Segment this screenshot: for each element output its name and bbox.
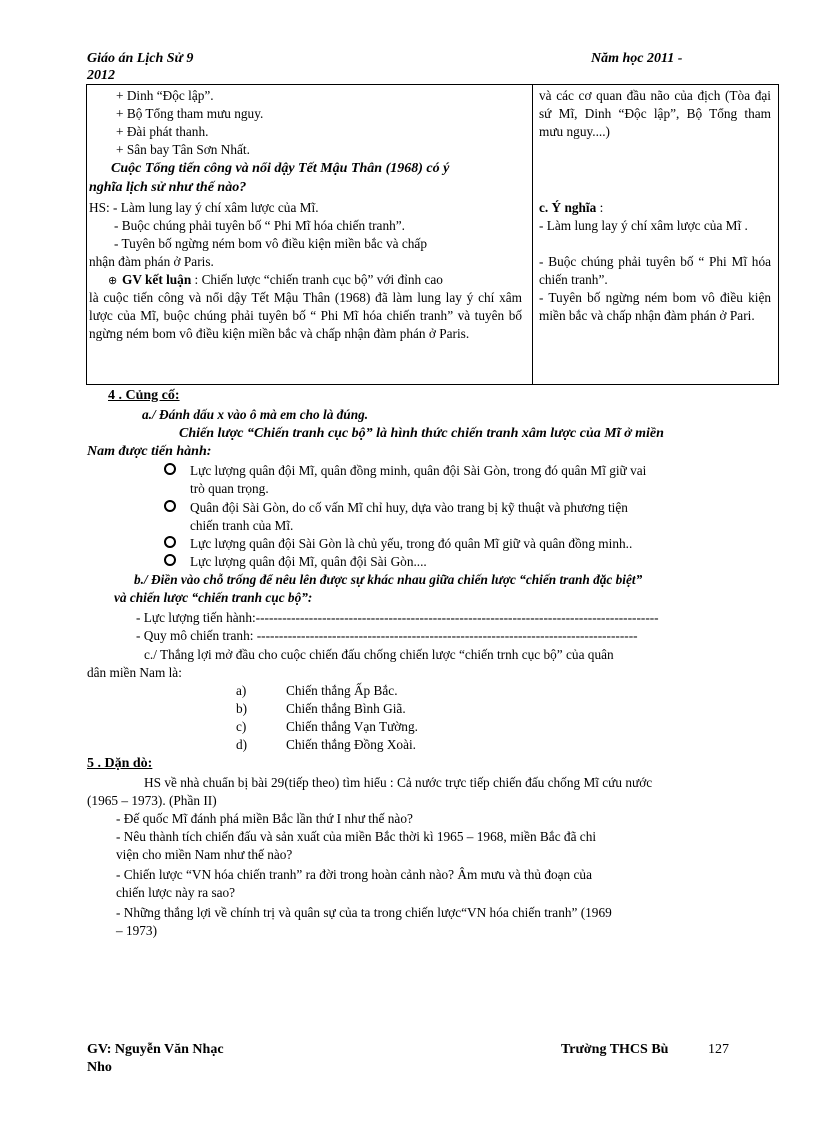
- significance-heading: [539, 199, 603, 217]
- exercise-b-instruction-cont: và chiến lược “chiến tranh cục bộ”:: [114, 590, 313, 605]
- option-2-checkbox[interactable]: [164, 500, 176, 512]
- attack-targets-summary: và các cơ quan đầu não của địch (Tòa đại sứ Mĩ, Dinh “Độc lập”, Bộ Tổng tham mưu nguy....): [539, 88, 771, 139]
- hs-answer: - Buộc chúng phải tuyên bố “ Phi Mĩ hóa chiến tranh”.: [114, 218, 405, 233]
- exercise-b-instruction: b./ Điền vào chỗ trống để nêu lên được sự khác nhau giữa chiến lược “chiến tranh đặc biệt”: [134, 572, 643, 587]
- footer-school: Trường THCS Bù: [561, 1042, 669, 1057]
- choice-text[interactable]: Chiến thắng Bình Giã.: [286, 701, 406, 716]
- option-3-checkbox[interactable]: [164, 536, 176, 548]
- significance-label: c. Ý nghĩa: [539, 200, 597, 215]
- option-text: Lực lượng quân đội Mĩ, quân đồng minh, quân đội Sài Gòn, trong đó quân Mĩ giữ vai: [190, 463, 647, 478]
- significance-question: Cuộc Tổng tiến công và nổi dậy Tết Mậu Thân (1968) có ý: [111, 161, 450, 176]
- table-column-divider: [532, 84, 533, 385]
- homework-question-cont: viện cho miền Nam như thế nào?: [116, 847, 293, 862]
- table-border-bottom: [86, 384, 779, 385]
- bullet-icon: ⊕: [108, 275, 118, 287]
- exercise-a-question: Chiến lược “Chiến tranh cục bộ” là hình thức chiến tranh xâm lược của Mĩ ở miền: [179, 426, 664, 441]
- option-text: Lực lượng quân đội Sài Gòn là chủ yếu, trong đó quân Mĩ giữ và quân đồng minh..: [190, 536, 633, 551]
- significance-item: - Làm lung lay ý chí xâm lược của Mĩ .: [539, 218, 748, 233]
- hs-answer: - Tuyên bố ngừng ném bom vô điều kiện miền bắc và chấp: [114, 236, 427, 251]
- table-border-right: [778, 84, 779, 385]
- target-item: + Đài phát thanh.: [116, 124, 209, 139]
- exercise-a-question-cont: Nam được tiến hành:: [87, 444, 212, 459]
- option-1-checkbox[interactable]: [164, 463, 176, 475]
- hs-answer: HS: - Làm lung lay ý chí xâm lược của Mĩ.: [89, 200, 319, 215]
- significance-item: - Buộc chúng phải tuyên bố “ Phi Mĩ hóa chiến tranh”.: [539, 254, 771, 287]
- gv-conclusion-text: : Chiến lược “chiến tranh cục bộ” với đỉnh cao: [194, 272, 443, 287]
- gv-conclusion-label: GV kết luận: [122, 272, 192, 287]
- table-border-top: [86, 84, 779, 85]
- option-text: Lực lượng quân đội Mĩ, quân đội Sài Gòn....: [190, 554, 427, 569]
- homework-question: - Nêu thành tích chiến đấu và sản xuất của miền Bắc thời kì 1965 – 1968, miền Bắc đã chi: [116, 829, 597, 844]
- choice-letter: d): [236, 737, 248, 752]
- fill-in-scale-field[interactable]: - Quy mô chiến tranh: --------------------------------------------------------------------------------------: [136, 628, 638, 643]
- option-text: Quân đội Sài Gòn, do cố vấn Mĩ chỉ huy, dựa vào trang bị kỹ thuật và phương tiện: [190, 500, 628, 515]
- option-text: trò quan trọng.: [190, 481, 269, 496]
- exercise-c-question: c./ Thắng lợi mở đầu cho cuộc chiến đấu chống chiến lược “chiến trnh cục bộ” của quân: [144, 647, 614, 662]
- footer-teacher-cont: Nho: [87, 1060, 112, 1075]
- header-year-end: 2012: [87, 68, 115, 83]
- homework-intro-cont: (1965 – 1973). (Phần II): [87, 793, 217, 808]
- hs-answer: nhận đàm phán ở Paris.: [89, 254, 214, 269]
- significance-question-cont: nghĩa lịch sử như thế nào?: [89, 180, 247, 195]
- option-4-checkbox[interactable]: [164, 554, 176, 566]
- consolidation-heading: 4 . Củng cố:: [108, 388, 180, 403]
- header-title: Giáo án Lịch Sử 9: [87, 51, 194, 66]
- choice-letter: a): [236, 683, 247, 698]
- gv-conclusion-body: là cuộc tiến công và nổi dậy Tết Mậu Thân (1968) đã làm lung lay ý chí xâm lược của Mĩ, buộc chúng phải tuyên bố “ Phi Mĩ hóa chiến tranh” và tuyên bố ngừng ném bom vô điều kiện miền bắc và chấp nhận đàm phán ở Paris.: [89, 290, 522, 341]
- header-school-year: Năm học 2011 -: [591, 51, 683, 66]
- footer-teacher: GV: Nguyễn Văn Nhạc: [87, 1042, 224, 1057]
- gv-conclusion-line: [108, 271, 526, 290]
- option-text: chiến tranh của Mĩ.: [190, 518, 294, 533]
- significance-item: - Tuyên bố ngừng ném bom vô điều kiện miền bắc và chấp nhận đàm phán ở Pari.: [539, 290, 771, 323]
- homework-question: - Đế quốc Mĩ đánh phá miền Bắc lần thứ I như thế nào?: [116, 811, 413, 826]
- choice-letter: c): [236, 719, 247, 734]
- choice-text[interactable]: Chiến thắng Ấp Bắc.: [286, 683, 398, 698]
- target-item: + Sân bay Tân Sơn Nhất.: [116, 142, 250, 157]
- page-number: 127: [708, 1042, 729, 1057]
- choice-text[interactable]: Chiến thắng Đồng Xoài.: [286, 737, 416, 752]
- homework-question: - Những thắng lợi về chính trị và quân sự của ta trong chiến lược“VN hóa chiến tranh” (1969: [116, 905, 612, 920]
- homework-intro: HS về nhà chuẩn bị bài 29(tiếp theo) tìm hiểu : Cả nước trực tiếp chiến đấu chống Mĩ cứu nước: [144, 775, 653, 790]
- exercise-c-question-cont: dân miền Nam là:: [87, 665, 182, 680]
- target-item: + Bộ Tổng tham mưu nguy.: [116, 106, 264, 121]
- homework-question-cont: chiến lược này ra sao?: [116, 885, 236, 900]
- choice-letter: b): [236, 701, 248, 716]
- homework-question: - Chiến lược “VN hóa chiến tranh” ra đời trong hoàn cảnh nào? Âm mưu và thủ đoạn của: [116, 867, 592, 882]
- choice-text[interactable]: Chiến thắng Vạn Tường.: [286, 719, 418, 734]
- homework-heading: 5 . Dặn dò:: [87, 756, 153, 771]
- significance-colon: :: [599, 200, 604, 215]
- fill-in-forces-field[interactable]: - Lực lượng tiến hành:-------------------------------------------------------------------------------------------: [136, 610, 659, 625]
- homework-question-cont: – 1973): [116, 923, 157, 938]
- table-border-left: [86, 84, 87, 385]
- target-item: + Dinh “Độc lập”.: [116, 88, 214, 103]
- exercise-a-instruction: a./ Đánh dấu x vào ô mà em cho là đúng.: [142, 407, 369, 422]
